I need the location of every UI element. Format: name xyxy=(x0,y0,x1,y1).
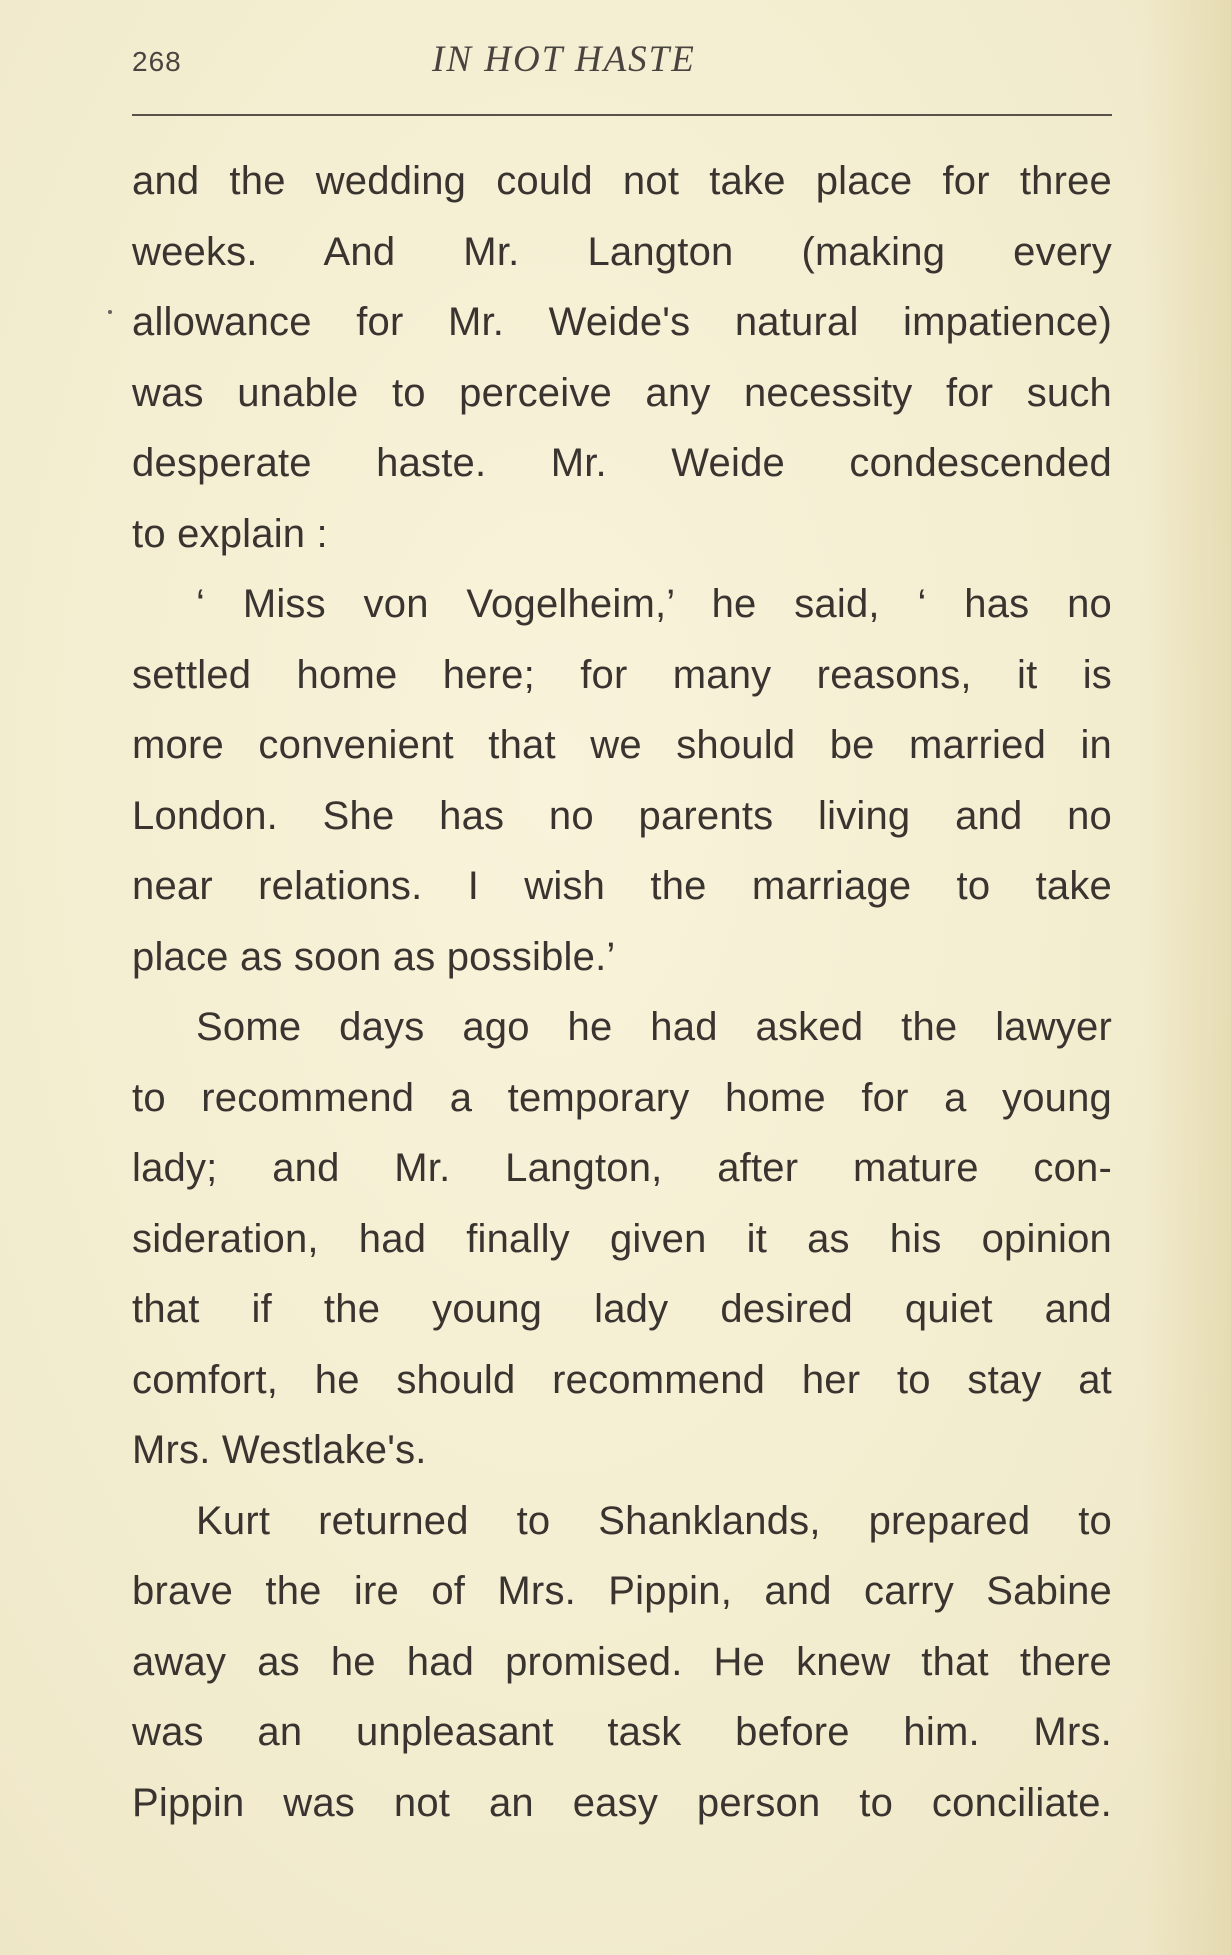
running-head xyxy=(132,38,1112,88)
text-line: ‘ Miss von Vogelheim,’ he said, ‘ has no xyxy=(196,582,1112,626)
text-line: that if the young lady desired quiet and xyxy=(132,1287,1112,1331)
text-line: weeks. And Mr. Langton (making every xyxy=(132,229,1112,274)
text-line: place as soon as possible.’ xyxy=(132,934,616,979)
text-line: more convenient that we should be married in xyxy=(132,723,1112,767)
text-line: near relations. I wish the marriage to take xyxy=(132,864,1112,908)
text-line: lady; and Mr. Langton, after mature con- xyxy=(132,1146,1112,1190)
page-edge-shadow xyxy=(1141,0,1231,1955)
text-line: desperate haste. Mr. Weide condescended xyxy=(132,441,1112,485)
body-text xyxy=(132,146,1112,1838)
header-rule xyxy=(132,114,1112,116)
text-line: brave the ire of Mrs. Pippin, and carry Sabine xyxy=(132,1569,1112,1613)
text-line: allowance for Mr. Weide's natural impatience) xyxy=(132,300,1112,344)
text-line: comfort, he should recommend her to stay at xyxy=(132,1357,1112,1402)
text-line: Some days ago he had asked the lawyer xyxy=(196,1005,1112,1049)
text-line: settled home here; for many reasons, it is xyxy=(132,652,1112,697)
text-line: Mrs. Westlake's. xyxy=(132,1428,427,1472)
text-line: to recommend a temporary home for a young xyxy=(132,1075,1112,1120)
text-line: was an unpleasant task before him. Mrs. xyxy=(132,1710,1112,1754)
running-title: IN HOT HASTE xyxy=(432,39,696,80)
text-line: away as he had promised. He knew that there xyxy=(132,1639,1112,1684)
text-line: and the wedding could not take place for three xyxy=(132,159,1112,203)
margin-mark xyxy=(108,310,112,314)
text-line: Kurt returned to Shanklands, prepared to xyxy=(196,1498,1112,1543)
text-line: to explain : xyxy=(132,511,328,556)
text-line: London. She has no parents living and no xyxy=(132,793,1112,838)
page-number: 268 xyxy=(132,46,182,77)
text-line: Pippin was not an easy person to conciliate. xyxy=(132,1780,1112,1825)
text-line: sideration, had finally given it as his opinion xyxy=(132,1216,1112,1261)
text-line: was unable to perceive any necessity for such xyxy=(132,370,1112,415)
